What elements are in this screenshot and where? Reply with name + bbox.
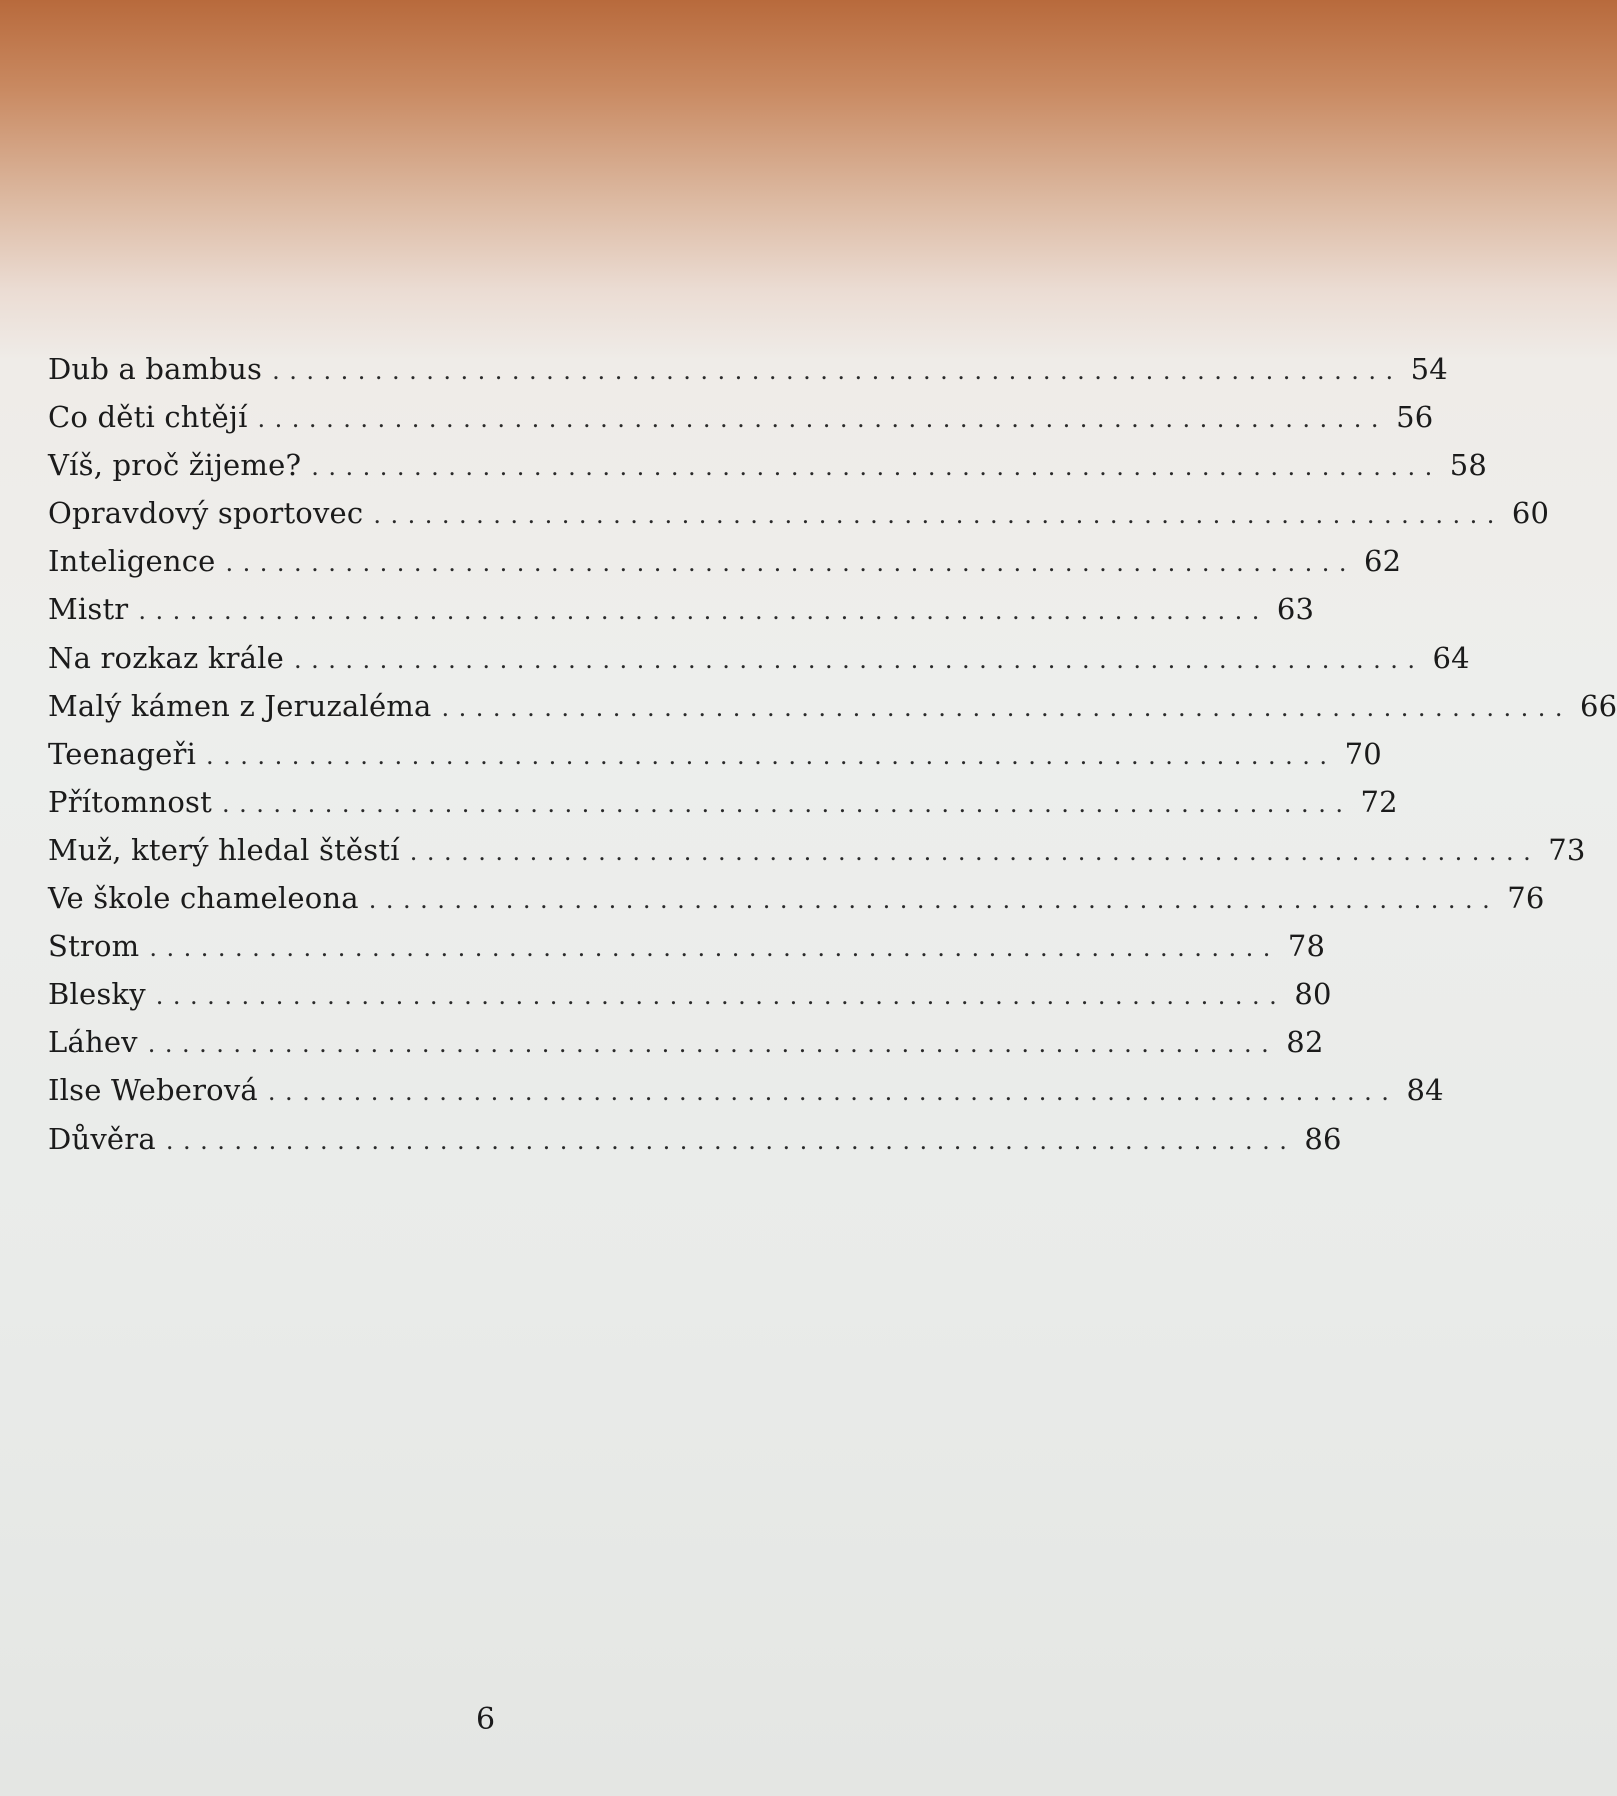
- dot-leader: ..................................................................: [257, 405, 1389, 434]
- toc-entry: [48, 736, 1382, 785]
- toc-entry-page: 66: [1580, 688, 1617, 723]
- toc-entry-title: Mistr: [48, 592, 129, 627]
- toc-entry-page: 80: [1294, 977, 1332, 1012]
- dot-leader: ..................................................................: [272, 357, 1403, 385]
- toc-entry-page: 82: [1286, 1025, 1324, 1060]
- dot-leader: ..................................................................: [311, 453, 1442, 482]
- dot-leader: ..................................................................: [165, 1126, 1297, 1155]
- toc-entry-title: Strom: [48, 929, 140, 964]
- toc-entry: [48, 1073, 1444, 1121]
- toc-entry-page: 76: [1507, 881, 1545, 916]
- toc-entry: [48, 352, 1448, 400]
- toc-entry-title: Ve škole chameleona: [48, 881, 359, 916]
- toc-entry: [48, 592, 1315, 640]
- toc-entry-title: Blesky: [48, 977, 146, 1012]
- toc-entry: [48, 640, 1470, 689]
- dot-leader: ..................................................................: [373, 501, 1504, 530]
- toc-entry: [48, 784, 1398, 833]
- dot-leader: ..................................................................: [225, 549, 1357, 578]
- dot-leader: ..................................................................: [267, 1078, 1399, 1107]
- toc-entry: [48, 1121, 1342, 1170]
- toc-entry-title: Teenageři: [48, 736, 197, 771]
- toc-entry-page: 54: [1410, 352, 1448, 386]
- toc-entry-title: Přítomnost: [48, 784, 212, 819]
- toc-entry-page: 60: [1511, 496, 1550, 531]
- toc-entry-page: 70: [1344, 736, 1382, 771]
- toc-entry: [48, 496, 1550, 544]
- toc-entry: [48, 881, 1545, 929]
- toc-entry-page: 86: [1304, 1121, 1342, 1156]
- toc-entry-title: Ilse Weberová: [48, 1073, 258, 1108]
- toc-entry-title: Víš, proč žijeme?: [48, 448, 302, 483]
- toc-entry-page: 73: [1548, 832, 1586, 867]
- toc-entry-page: 64: [1432, 640, 1470, 675]
- toc-entry: [48, 929, 1326, 977]
- toc-entry-title: Důvěra: [48, 1121, 156, 1156]
- toc-entry-title: Na rozkaz krále: [48, 640, 285, 675]
- toc-entry-page: 56: [1396, 400, 1434, 435]
- toc-entry-title: Dub a bambus: [48, 352, 263, 386]
- toc-entry-title: Inteligence: [48, 544, 216, 579]
- table-of-contents: [48, 352, 1617, 1170]
- dot-leader: ..................................................................: [206, 741, 1337, 770]
- toc-entry-page: 84: [1406, 1073, 1444, 1108]
- toc-entry-page: 62: [1364, 544, 1402, 579]
- dot-leader: ..................................................................: [147, 1030, 1279, 1059]
- toc-entry: [48, 448, 1488, 496]
- toc-entry: [48, 544, 1402, 592]
- dot-leader: ..................................................................: [294, 645, 1425, 674]
- dot-leader: ..................................................................: [441, 693, 1573, 722]
- dot-leader: ..................................................................: [368, 886, 1500, 915]
- dot-leader: ..................................................................: [149, 934, 1280, 963]
- toc-entry: [48, 832, 1586, 881]
- toc-entry-title: Muž, který hledal štěstí: [48, 832, 400, 867]
- toc-entry: [48, 977, 1332, 1025]
- toc-entry-page: 58: [1449, 448, 1488, 483]
- toc-entry: [48, 688, 1617, 737]
- dot-leader: ..................................................................: [221, 789, 1353, 818]
- toc-entry: [48, 400, 1434, 448]
- toc-entry-title: Malý kámen z Jeruzaléma: [48, 688, 432, 723]
- toc-entry-page: 78: [1287, 929, 1326, 964]
- toc-entry: [48, 1025, 1324, 1073]
- toc-entry-title: Co děti chtějí: [48, 400, 248, 435]
- dot-leader: ..................................................................: [138, 597, 1269, 626]
- toc-entry-title: Opravdový sportovec: [48, 496, 364, 531]
- toc-entry-title: Láhev: [48, 1025, 138, 1060]
- toc-entry-page: 63: [1276, 592, 1315, 627]
- dot-leader: ..................................................................: [155, 982, 1287, 1011]
- toc-entry-page: 72: [1360, 784, 1398, 819]
- page-number: 6: [475, 1702, 496, 1737]
- dot-leader: ..................................................................: [409, 837, 1541, 866]
